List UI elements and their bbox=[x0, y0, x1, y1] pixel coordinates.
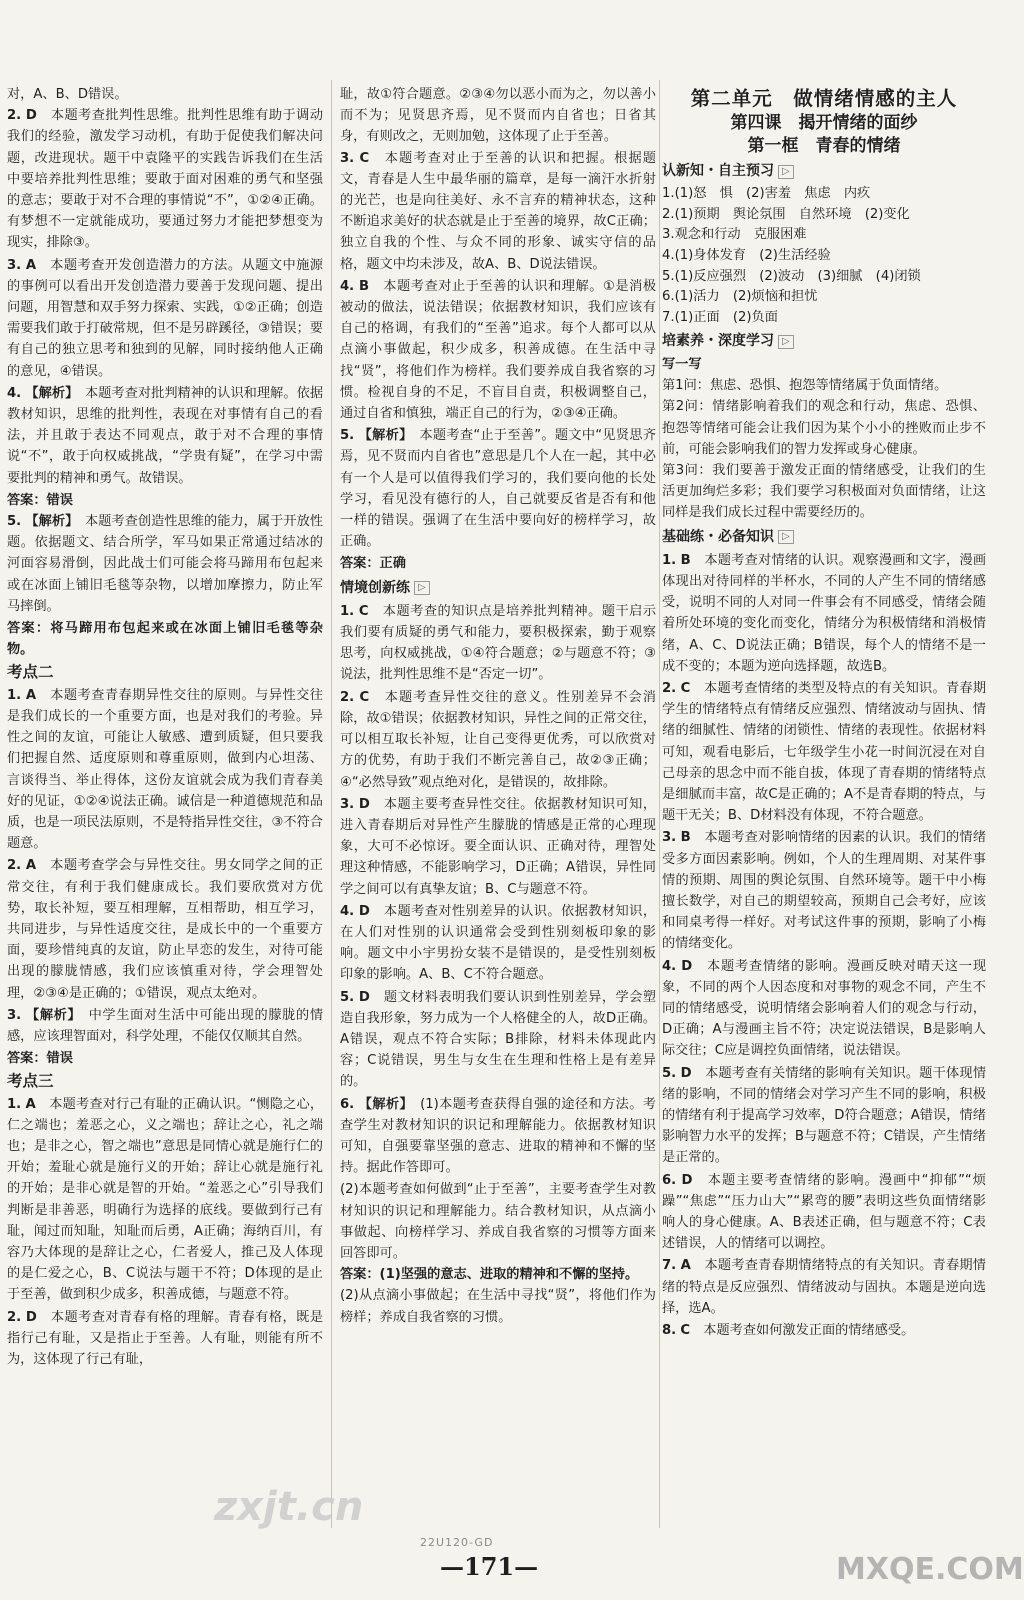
answer-line: 答案：错误 bbox=[7, 1051, 73, 1067]
preview-answer: 1.(1)怒 惧 (2)害羞 焦虑 内疚 bbox=[662, 186, 871, 202]
answer-item bbox=[340, 794, 656, 900]
item-answer: A bbox=[25, 257, 37, 273]
item-explanation: 本题主要考查情绪的影响。漫画中“抑郁”“烦躁”“焦虑”“压力山大”“累弯的腰”表明这些负面情绪影响人的身心健康。A、B表述正确，但与题意不符；C表述错误，人的情绪可以调控。 bbox=[662, 1172, 986, 1252]
item-number: 1. bbox=[7, 687, 22, 703]
section-banner-label: 认新知・自主预习 bbox=[662, 163, 774, 179]
item-number: 6. bbox=[662, 1172, 677, 1188]
item-answer: 【解析】 bbox=[25, 514, 72, 530]
answer-item bbox=[662, 1320, 986, 1341]
item-explanation: 本题考查“止于至善”。题文中“见贤思齐焉，见不贤而内自省也”意思是几个人在一起，其中必有一个人是可以值得我们学习的，我们要向他的长处学习，看见没有德行的人，自己就要反省是否有和他一样的错误。强调了在生活中要向好的榜样学习，故正确。 bbox=[340, 428, 657, 550]
paragraph: 第3问：我们要善于激发正面的情绪感受，让我们的生活更加绚烂多彩；我们要学习积极面对负面情绪，让这同样是我们成长过程中需要经历的。 bbox=[662, 462, 986, 521]
item-number: 4. bbox=[340, 903, 355, 919]
item-answer: 【解析】 bbox=[26, 1007, 75, 1023]
item-explanation: 本题考查对情绪的认识。观察漫画和文字，漫画体现出对待同样的半杯水，不同的人产生不同的情绪感受，说明不同的人对同一件事会有不同感受，情绪会随着所处环境的变化而变化，情绪分为积极情绪和消极情绪，A、C、D说法正确；B错误，每个人的情绪不是一成不变的；本题为逆向选择题，故选B。 bbox=[662, 552, 987, 674]
answer-item bbox=[7, 105, 323, 253]
right-column bbox=[662, 86, 986, 1534]
watermark-left: zxjt.cn bbox=[214, 1484, 364, 1530]
item-answer: A bbox=[25, 858, 37, 874]
item-answer: A bbox=[25, 687, 37, 703]
item-answer: C bbox=[359, 150, 370, 166]
item-explanation: 本题考查情绪的类型及特点的有关知识。青春期学生的情绪特点有情绪反应强烈、情绪波动与固执、情绪的细腻性、情绪的闭锁性、情绪的表现性。依据材料可知，观看电影后，七年级学生小花一时间沉浸在对自己母亲的思念中而不能自拔，体现了青春期的情绪特点是细腻而丰富，故C是正确的；A不是青春期的特点，与题干无关；B、D材料没有体现，不符合题意。 bbox=[662, 681, 987, 824]
item-answer: D bbox=[25, 1309, 37, 1325]
answer-item bbox=[662, 956, 986, 1062]
item-answer: A bbox=[680, 1258, 691, 1274]
item-answer: A bbox=[25, 1096, 36, 1112]
preview-answer: 7.(1)正面 (2)负面 bbox=[662, 309, 778, 325]
item-answer: C bbox=[359, 689, 370, 705]
item-explanation: 本题考查对性别差异的认识。依据教材知识，在人们对性别的认识通常会受到性别刻板印象的影响。题文中小宇男扮女装不是错误的，是受性别刻板印象的影响。A、B、C不符合题意。 bbox=[340, 903, 657, 983]
answer-item bbox=[7, 511, 323, 617]
item-answer: D bbox=[358, 989, 370, 1005]
item-number: 1. bbox=[7, 1096, 22, 1112]
item-answer: 【解析】 bbox=[358, 1096, 407, 1112]
answer-item bbox=[662, 1063, 986, 1169]
item-answer: B bbox=[680, 830, 691, 846]
item-number: 4. bbox=[340, 278, 355, 294]
section-heading: 考点三 bbox=[7, 1072, 54, 1091]
paragraph: 耻，故①符合题意。②③④勿以恶小而为之，勿以善小而不为；见贤思齐焉，见不贤而内自省也；日省其身，有则改之，无则加勉，这体现了止于至善。 bbox=[340, 87, 656, 145]
lesson-title: 第四课 揭开情绪的面纱 bbox=[730, 113, 918, 133]
item-answer: 【解析】 bbox=[358, 428, 406, 444]
paragraph: 对，A、B、D错误。 bbox=[7, 87, 128, 102]
item-number: 2. bbox=[662, 681, 677, 696]
item-answer: D bbox=[358, 903, 370, 919]
item-answer: D bbox=[680, 1065, 692, 1081]
banner-arrow-icon: ▷ bbox=[778, 335, 794, 349]
section-banner bbox=[662, 331, 986, 352]
item-explanation: 本题考查对行己有耻的正确认识。“恻隐之心，仁之端也；羞恶之心，义之端也；辞让之心，礼之端也；是非之心，智之端也”意思是同情心就是施行仁的开始；羞耻心就是施行义的开始；辞让心就是施行礼的开始；是非心就是智的开始。“羞恶之心”引导我们判断是非善恶，明确行为选择的底线。要做到行己有耻，闻过而知耻，知耻而后勇，A正确；海纳百川，有容乃大体现的是辞让之心，仁者爱人，推己及人体现的是仁爱之心，B、C说法与题干不符；D体现的是止于至善，做到积少成多，积善成德，与题意不符。 bbox=[7, 1096, 324, 1303]
item-explanation: 本题考查开发创造潜力的方法。从题文中施源的事例可以看出开发创造潜力要善于发现问题、提出问题，用智慧和双手努力探索、实践，①②正确；创造需要我们敢于打破常规，但不是另辟蹊径，③错误；要有自己的独立思考和独到的见解，同时接纳他人正确的意见，④错误。 bbox=[7, 257, 323, 379]
item-number: 2. bbox=[340, 689, 355, 705]
right-column-body bbox=[662, 161, 986, 1341]
banner-arrow-icon: ▷ bbox=[414, 581, 430, 595]
answer-item bbox=[340, 687, 656, 793]
item-explanation: 本题考查学会与异性交往。男女同学之间的正常交往，有利于我们健康成长。我们要欣赏对方优势，取长补短，要互相理解，互相帮助，相互学习，共同进步，与异性适度交往，是成长中的一个重要方面，要珍惜纯真的友谊，防止早恋的发生，对待可能出现的朦胧情感，我们应该慎重对待，学会理智处理，②③④是正确的；①错误，观点太绝对。 bbox=[7, 858, 323, 1001]
preview-answer: 2.(1)预期 舆论氛围 自然环境 (2)变化 bbox=[662, 206, 910, 222]
item-number: 5. bbox=[7, 514, 22, 530]
item-number: 1. bbox=[662, 552, 677, 568]
paragraph: (2)从点滴小事做起；在生活中寻找“贤”，将他们作为榜样；养成自我省察的习惯。 bbox=[340, 1288, 656, 1325]
item-answer: B bbox=[358, 278, 369, 294]
unit-title: 第二单元 做情绪情感的主人 bbox=[690, 87, 958, 110]
item-explanation: 本题考查情绪的影响。漫画反映对晴天这一现象，不同的两个人因态度和对事物的观念不同，产生不同的情绪感受，说明情绪会影响着人们的观念与行动，D正确；A与漫画主旨不符；决定说法错误，B是影响人际交往；C应是调控负面情绪，说法错误。 bbox=[662, 958, 987, 1059]
section-banner bbox=[340, 578, 656, 599]
answer-item bbox=[662, 678, 986, 826]
answer-item bbox=[7, 383, 323, 489]
banner-arrow-icon: ▷ bbox=[778, 165, 794, 179]
watermark-right: MXQE.COM bbox=[836, 1552, 1024, 1587]
answer-item bbox=[7, 1005, 323, 1047]
answer-item bbox=[340, 148, 656, 275]
section-banner-label: 基础练・必备知识 bbox=[662, 528, 774, 545]
column-divider bbox=[659, 80, 660, 1528]
answer-item bbox=[7, 1307, 323, 1371]
item-number: 3. bbox=[7, 257, 22, 273]
print-code: 22U120-GD bbox=[420, 1536, 494, 1549]
item-explanation: 本题考查对止于至善的认识和把握。根据题文，青春是人生中最华丽的篇章，是每一滴汗水折射的光芒，也是向往美好、永不言弃的精神状态，这种不断追求美好的状态就是止于至善的境界，故C正确；独立自我的个性、与众不同的形象、诚实守信的品格，题文中均未涉及，故A、B、D说法错误。 bbox=[340, 150, 656, 272]
item-answer: C bbox=[680, 681, 691, 696]
item-number: 8. bbox=[662, 1323, 677, 1339]
item-number: 2. bbox=[7, 108, 22, 124]
item-number: 4. bbox=[7, 385, 22, 401]
answer-item bbox=[662, 1255, 986, 1319]
item-number: 3. bbox=[340, 150, 355, 166]
answer-line: 答案：(1)坚强的意志、进取的精神和不懈的坚持。 bbox=[340, 1267, 639, 1283]
item-number: 3. bbox=[340, 796, 355, 812]
item-explanation: 本题考查有关情绪的影响有关知识。题干体现情绪的影响，不同的情绪会对学习产生不同的影响，积极的情绪有利于提高学习效率，D符合题意；A错误，情绪影响智力水平的发挥；B与题意不符；C错误，产生情绪是正常的。 bbox=[662, 1065, 987, 1166]
paragraph: (2)本题考查如何做到“止于至善”，主要考查学生对教材知识的识记和理解能力。结合教材知识，从点滴小事做起、向榜样学习、养成自我省察的习惯等方面来回答即可。 bbox=[340, 1182, 656, 1261]
preview-answer: 6.(1)活力 (2)烦恼和担忧 bbox=[662, 289, 818, 305]
item-number: 2. bbox=[7, 858, 22, 874]
preview-answer: 5.(1)反应强烈 (2)波动 (3)细腻 (4)闭锁 bbox=[662, 268, 921, 284]
answer-item bbox=[340, 425, 656, 552]
section-banner bbox=[662, 527, 986, 548]
answer-line: 答案：错误 bbox=[7, 492, 73, 508]
middle-column bbox=[340, 84, 656, 1534]
answer-item bbox=[7, 255, 323, 382]
section-banner bbox=[662, 161, 986, 182]
answer-item bbox=[340, 901, 656, 986]
item-explanation: 题文材料表明我们要认识到性别差异，学会塑造自我形象，努力成为一个人格健全的人，故D正确。A错误，观点不符合实际；B排除，材料未体现此内容；C说错误，男生与女生在生理和性格上是有差异的。 bbox=[340, 989, 657, 1090]
item-number: 5. bbox=[662, 1065, 677, 1081]
item-explanation: 本题考查对影响情绪的因素的认识。我们的情绪受多方面因素影响。例如，个人的生理周期、对某件事情的预期、周围的舆论氛围、自然环境等。题干中小梅擅长数学，对自己的期望较高，预期自己会考好，应该和同桌考得一样好。对考试这件事的预期，影响了小梅的情绪变化。 bbox=[662, 830, 987, 952]
item-answer: D bbox=[681, 1172, 693, 1188]
preview-answer: 写一写 bbox=[662, 356, 702, 372]
answer-item bbox=[7, 685, 323, 855]
item-number: 2. bbox=[7, 1309, 22, 1325]
item-number: 5. bbox=[340, 989, 355, 1005]
preview-answer: 4.(1)身体发育 (2)生活经验 bbox=[662, 247, 831, 263]
answer-item bbox=[340, 276, 656, 424]
banner-arrow-icon: ▷ bbox=[778, 530, 794, 544]
answer-item bbox=[662, 550, 986, 677]
item-explanation: 本题考查批判性思维。批判性思维有助于调动我们的经验，激发学习动机，有助于促使我们解决问题，改进现状。题干中袁隆平的实践告诉我们在生活中要培养批判性思维；要敢于面对困难的勇气和坚强的意志；要敢于对不合理的事情说“不”，①②④正确。有梦想不一定就能成功，要通过努力才能把梦想变为现实，排除③。 bbox=[7, 108, 324, 251]
item-explanation: 本题考查对批判精神的认识和理解。依据教材知识，思维的批判性，表现在对事情有自己的看法，并且敢于表达不同观点，敢于对不合理的事情说“不”，敢于向权威挑战，“学贵有疑”，在学习中需要批判的精神和勇气。故错误。 bbox=[7, 385, 324, 486]
item-answer: D bbox=[681, 958, 693, 974]
answer-item bbox=[662, 827, 986, 954]
item-explanation: 本题考查对止于至善的认识和理解。①是消极被动的做法，说法错误；依据教材知识，我们应该有自己的格调，有我们的“至善”追求。每个人都可以从点滴小事做起，积少成多，积善成德。在生活中寻找“贤”，将他们作为榜样。我们要养成自我省察的习惯。检视自身的不足，不盲目自责，积极调整自己，通过自省和慎独，端正自己的行为，②③④正确。 bbox=[340, 278, 657, 422]
item-explanation: 本题考查青春期异性交往的原则。与异性交往是我们成长的一个重要方面，也是对我们的考验。异性之间的友谊，可能让人敏感、遭到质疑，但只要我们把握自然、适度原则和尊重原则，做到内心坦荡、言谈得当、举止得体，这份友谊就会成为我们青春美好的见证，①②④说法正确。诚信是一种道德规范和品质，也是一项民法原则，不是特指异性交往，③不符合题意。 bbox=[7, 687, 323, 852]
page-number: —171— bbox=[440, 1552, 539, 1581]
item-explanation: 本题考查创造性思维的能力，属于开放性题。依据题文、结合所学，军马如果正常通过结冰的河面容易滑倒，因此战士们可能会将马蹄用布包起来或在冰面上铺旧毛毯等杂物，以增加摩擦力，防止军马摔倒。 bbox=[7, 514, 324, 614]
answer-item bbox=[340, 601, 656, 686]
answer-line: 答案：正确 bbox=[340, 556, 406, 572]
answer-item bbox=[340, 987, 656, 1093]
item-explanation: 本题考查如何激发正面的情绪感受。 bbox=[703, 1323, 915, 1339]
item-answer: 【解析】 bbox=[25, 385, 72, 401]
answer-item bbox=[662, 1170, 986, 1255]
section-banner-label: 培素养・深度学习 bbox=[662, 333, 774, 350]
item-answer: D bbox=[25, 108, 37, 124]
item-explanation: 本题考查对青春有格的理解。青春有格，既是指行己有耻，又是指止于至善。人有耻，则能有所不为，这体现了行己有耻， bbox=[7, 1309, 324, 1367]
item-answer: D bbox=[358, 796, 370, 812]
frame-title: 第一框 青春的情绪 bbox=[747, 136, 901, 156]
item-number: 3. bbox=[7, 1007, 22, 1023]
answer-item bbox=[7, 1094, 323, 1306]
item-explanation: 本题主要考查异性交往。依据教材知识可知，进入青春期后对异性产生朦胧的情感是正常的心理现象，大可不必惊讶。要全面认识、正确对待，理智处理这种情感，不能影响学习，D正确；A错误，异性同学之间可以有真挚友谊；B、C与题意不符。 bbox=[340, 796, 657, 897]
item-number: 7. bbox=[662, 1258, 677, 1274]
item-number: 4. bbox=[662, 958, 677, 974]
item-answer: B bbox=[680, 552, 691, 568]
section-banner-label: 情境创新练 bbox=[340, 579, 410, 596]
item-answer: C bbox=[358, 603, 369, 619]
item-explanation: 本题考查的知识点是培养批判精神。题干启示我们要有质疑的勇气和能力，要积极探索，勤于观察思考，向权威挑战，①④符合题意；②与题意不符；③说法，批判性思维不是“否定一切”。 bbox=[340, 603, 657, 683]
answer-item bbox=[340, 1094, 656, 1179]
answer-line: 答案：将马蹄用布包起来或在冰面上铺旧毛毯等杂物。 bbox=[7, 621, 323, 658]
item-number: 3. bbox=[662, 830, 677, 846]
item-number: 5. bbox=[340, 428, 355, 444]
item-answer: C bbox=[680, 1323, 691, 1339]
paragraph: 第2问：情绪影响着我们的观念和行动，焦虑、恐惧、抱怨等情绪可能会让我们因为某个小小的挫败而止步不前，可能会影响我们的智力发挥或身心健康。 bbox=[662, 399, 986, 457]
column-divider bbox=[331, 80, 332, 1528]
item-explanation: (1)本题考查获得自强的途径和方法。考查学生对教材知识的识记和理解能力。依据教材知识可知，自强要靠坚强的意志、进取的精神和不懈的坚持。据此作答即可。 bbox=[340, 1096, 656, 1176]
preview-answer: 3.观念和行动 克服困难 bbox=[662, 227, 807, 243]
left-column bbox=[7, 84, 323, 1534]
answer-item bbox=[7, 855, 323, 1003]
paragraph: 第1问：焦虑、恐惧、抱怨等情绪属于负面情绪。 bbox=[662, 378, 948, 394]
item-number: 6. bbox=[340, 1096, 355, 1112]
item-explanation: 中学生面对生活中可能出现的朦胧的情感，应该理智面对，科学处理，不能仅仅顺其自然。 bbox=[7, 1007, 324, 1044]
item-explanation: 本题考查异性交往的意义。性别差异不会消除，故①错误；依据教材知识，异性之间的正常交往，可以相互取长补短，让自己变得更优秀，可以欣赏对方的优势，有助于我们不断完善自己，故②③正确；④“必然导致”观点绝对化，是错误的，故排除。 bbox=[340, 689, 656, 790]
item-explanation: 本题考查青春期情绪特点的有关知识。青春期情绪的特点是反应强烈、情绪波动与固执。本题是逆向选择，选A。 bbox=[662, 1258, 986, 1316]
section-heading: 考点二 bbox=[7, 663, 54, 682]
item-number: 1. bbox=[340, 603, 355, 619]
